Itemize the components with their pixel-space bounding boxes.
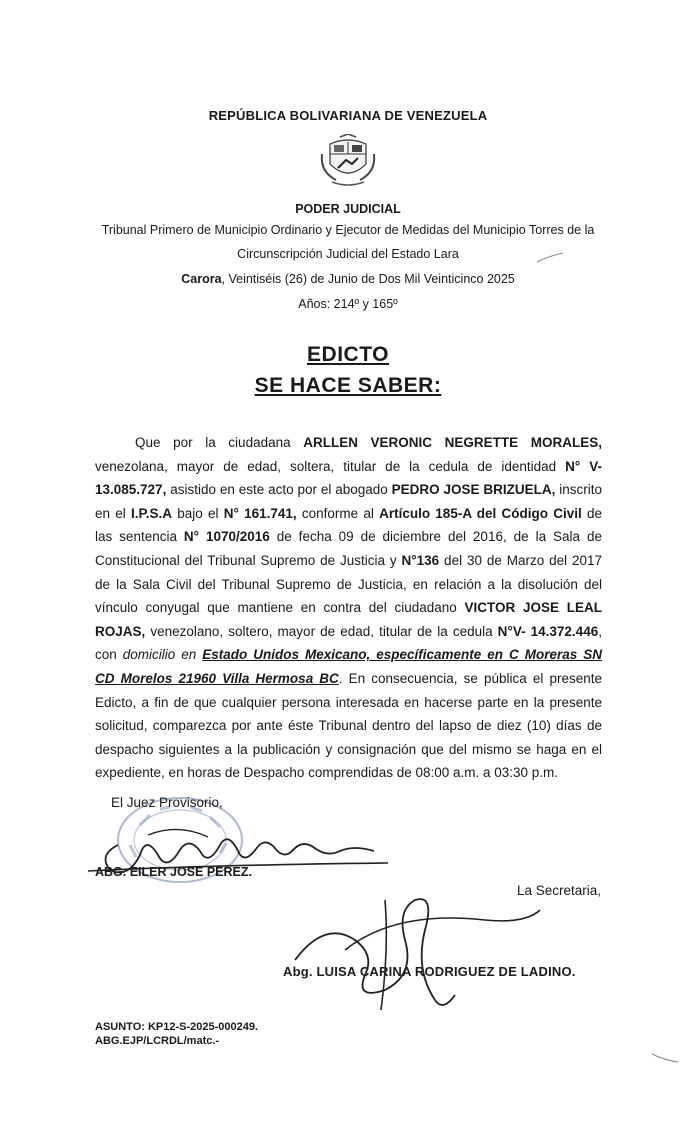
case-number: ASUNTO: KP12-S-2025-000249. [95,1021,259,1033]
country-heading: REPÚBLICA BOLIVARIANA DE VENEZUELA [208,108,488,123]
pen-mark-icon [650,1050,680,1065]
body-text: , con [95,623,602,663]
years-line: Años: 214º y 165º [298,297,398,311]
body-text: bajo el [172,505,224,521]
body-text: de las sentencia [95,505,602,545]
notice-title-colon: : [433,374,442,397]
respondent-name: VICTOR JOSE LEAL ROJAS, [95,600,602,639]
domicile-label: domicilio en [122,647,197,663]
body-text: venezolana, mayor de edad, soltera, titular de la cedula de identidad [95,458,566,474]
applicant-name: ARLLEN VERONIC NEGRETTE MORALES, [303,435,602,450]
ipsa-number: N° 161.741, [223,505,297,521]
edict-body [95,431,602,785]
body-text: Que por la ciudadana [135,435,304,450]
author-initials: ABG.EJP/LCRDL/matc.- [95,1035,220,1047]
body-text: . En consecuencia, se pública el presente Edicto, a fin de que cualquier persona interesada en hacerse parte en la presente solicitud, comparezca por ante éste Tribunal dentro del lapso de diez (10) días de despacho siguientes a la publicación y consignación que del mismo se haga en el expediente, en horas de Despacho comprendidas de 08:00 a.m. a 03:30 p.m. [95,670,602,781]
respondent-id: N°V- 14.372.446 [497,623,599,639]
notice-title [0,374,696,398]
edict-title: EDICTO [307,343,389,366]
court-name-line-2: Circunscripción Judicial del Estado Lara [237,247,459,261]
notice-title-text: SE HACE SABER [254,374,434,397]
date-text: , Veintiséis (26) de Junio de Dos Mil Veinticinco 2025 [221,272,515,286]
city-name: Carora [181,272,222,286]
court-name-line-1: Tribunal Primero de Municipio Ordinario y Ejecutor de Medidas del Municipio Torres de la [101,223,595,237]
judicial-power-heading: PODER JUDICIAL [295,202,401,216]
judge-title: El Juez Provisorio, [111,795,223,810]
secretary-signature-icon [285,880,545,1020]
body-text: venezolano, soltero, mayor de edad, titular de la cedula [145,623,498,639]
body-text: de fecha 09 de diciembre del 2016, de la Sala de Constitucional del Tribunal Supremo de Justicia y [95,529,602,568]
body-text: inscrito en el [95,482,602,521]
applicant-id: N° V- 13.085.727, [95,458,602,498]
ipsa-label: I.P.S.A [130,505,172,521]
respondent-address: Estado Unidos Mexicano, específicamente en C Moreras SN CD Morelos 21960 Villa Hermosa BC [95,647,602,686]
coat-of-arms-icon [318,134,378,188]
body-text: del 30 de Marzo del 2017 de la Sala Civil del Tribunal Supremo de Justicia, en relación a la disolución del vínculo conyugal que mantiene en contra del ciudadano [95,552,603,616]
body-text: conforme al [296,505,380,521]
body-text: asistido en este acto por el abogado [166,482,392,498]
secretary-title: La Secretaria, [517,883,602,898]
ruling-number-2: N°136 [401,552,440,568]
case-reference [95,1020,258,1048]
date-line [0,272,696,286]
secretary-name: Abg. LUISA CARINA RODRIGUEZ DE LADINO. [283,964,576,979]
ruling-number: N° 1070/2016 [183,529,270,545]
attorney-name: PEDRO JOSE BRIZUELA, [391,482,556,498]
legal-article: Artículo 185-A del Código Civil [379,505,582,521]
judge-name: ABG. EILER JOSE PEREZ. [95,865,252,879]
